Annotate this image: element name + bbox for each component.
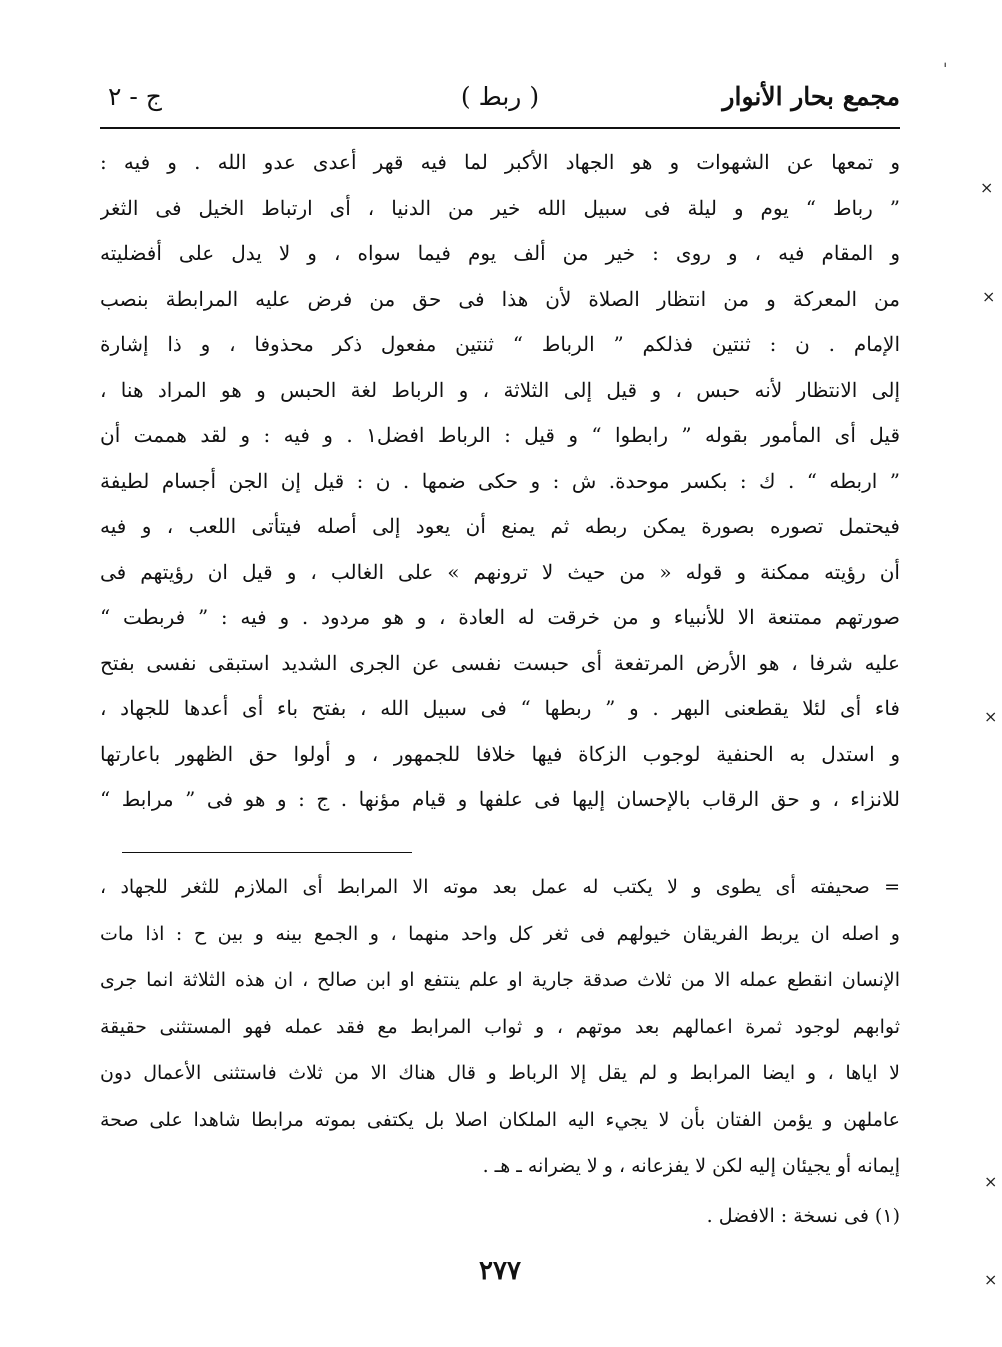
main-line-10: أن رؤيته ممكنة و قوله « من حيث لا ترونهم » على الغالب ، و قيل ان رؤيتهم فى	[100, 559, 900, 584]
footnote: (١) فى نسخة : الافضل .	[706, 1205, 900, 1227]
book-page	[100, 0, 900, 1347]
volume-label: ج - ٢	[108, 82, 162, 111]
notes-separator-rule	[122, 852, 412, 853]
main-line-2: ” رباط “ يوم و ليلة فى سبيل الله خير من الدنيا ، أى ارتباط الخيل فى الثغر	[100, 195, 900, 220]
note-line-1: = صحيفته أى يطوى و لا يكتب له عمل بعد موته الا المرابط أى الملازم للثغر للجهاد ،	[100, 876, 900, 898]
margin-cross-icon: ⨯	[980, 178, 994, 197]
main-line-13: فاء أى لئلا يقطعنى البهر . و ” ربطها “ فى سبيل الله ، بفتح باء أى أعدها للجهاد ،	[100, 696, 900, 720]
page-header	[100, 82, 900, 122]
main-line-11: صورتهم ممتنعة الا للأنبياء و من خرقت له العادة ، و هو مردود . و فيه : ” فربطت “	[100, 605, 900, 629]
entry-word: ( ربط )	[460, 82, 540, 111]
main-line-9: فيحتمل تصوره بصورة يمكن ربطه ثم يمنع أن يعود إلى أصله فيتأتى اللعب ، و فيه	[100, 514, 900, 538]
margin-cross-icon: ⨯	[984, 1270, 998, 1289]
main-line-8: ” اربطه “ . ك : بكسر موحدة. ش : و حكى ضمها . ن : قيل إن الجن أجسام لطيفة	[100, 468, 900, 493]
margin-cross-icon: ⨯	[982, 287, 996, 306]
page-number: ٢٧٧	[479, 1256, 521, 1286]
main-line-7: قيل أى المأمور بقوله ” رابطوا “ و قيل : الرباط افضل١ . و فيه : و لقد هممت أن	[100, 423, 900, 447]
main-line-15: للانزاء ، و حق الرقاب بالإحسان إليها فى علفها و قيام مؤنها . ج : و هو فى ” مرابط “	[100, 787, 900, 811]
main-line-14: و استدل به الحنفية لوجوب الزكاة فيها خلافا للجمهور ، و أولوا حق الظهور باعارتها	[100, 741, 900, 766]
note-line-3: الإنسان انقطع عمله الا من ثلاث صدقة جارية او علم ينتفع او ابن صالح ، ان هذه الثلاثة انما جرى	[100, 969, 900, 991]
main-line-4: من المعركة و من انتظار الصلاة لأن هذا فى حق من فرض عليه المرابطة بنصب	[100, 286, 900, 311]
main-line-1: و تمعها عن الشهوات و هو الجهاد الأكبر لما فيه قهر أعدى عدو الله . و فيه :	[100, 150, 900, 174]
margin-tick-icon: ˈ	[943, 60, 948, 79]
main-line-6: إلى الانتظار لأنه حبس ، و قيل إلى الثلاثة ، و الرباط لغة الحبس و هو المراد هنا ،	[100, 377, 900, 402]
main-text	[100, 140, 900, 823]
note-line-5: لا اياها ، و ايضا المرابط و لم يقل إلا الرباط و قال هناك الا من ثلاث فاستثنى الأعمال دون	[100, 1062, 900, 1084]
main-line-5: الإمام . ن : ثنتين فذلكم ” الرباط “ ثنتين مفعول ذكر محذوفا ، و ذا إشارة	[100, 332, 900, 356]
marginal-notes	[100, 864, 900, 1190]
note-line-7: إيمانه أو يجيئان إليه لكن لا يفزعانه ، و لا يضرانه ـ هـ .	[482, 1155, 900, 1177]
header-rule	[100, 127, 900, 129]
note-line-6: عاملهن و يؤمن الفتان بأن لا يجيء اليه الملكان اصلا بل يكتفى بموته مرابطا شاهدا على صحة	[100, 1108, 900, 1131]
main-line-12: عليه شرفا ، هو الأرض المرتفعة أى حبست نفسى عن الجرى الشديد استبقى نفسى بفتح	[100, 650, 900, 675]
book-title: مجمع بحار الأنوار	[722, 82, 900, 111]
main-line-3: و المقام فيه ، و روى : خير من ألف يوم فيما سواه ، و لا يدل على أفضليته	[100, 241, 900, 265]
margin-cross-icon: ⨯	[984, 1172, 998, 1191]
note-line-4: ثوابهم لوجود ثمرة اعمالهم بعد موتهم ، و ثواب المرابط مع فقد عمله فهو المستثنى حقيقة	[100, 1015, 900, 1038]
margin-cross-icon: ⨯	[984, 707, 998, 726]
note-line-2: و اصله ان يربط الفريقان خيولهم فى ثغر كل واحد منهما ، و الجمع بينه و بين ح : اذا مات	[100, 922, 900, 945]
